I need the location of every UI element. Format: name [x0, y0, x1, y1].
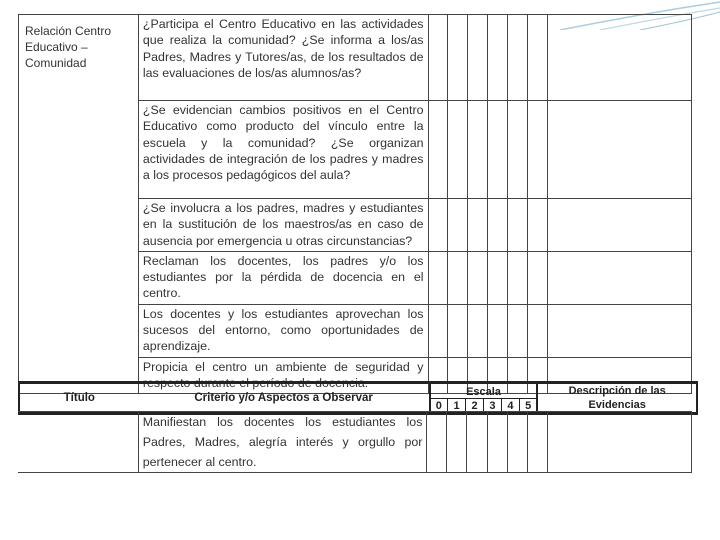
score-cell[interactable]	[528, 101, 548, 199]
score-cell[interactable]	[428, 15, 448, 101]
score-cell[interactable]	[488, 101, 508, 199]
scale-value: 5	[519, 399, 537, 414]
evidence-cell[interactable]	[548, 251, 692, 304]
score-cell[interactable]	[427, 412, 447, 473]
table-row	[18, 412, 692, 473]
score-cell[interactable]	[508, 251, 528, 304]
evidence-cell[interactable]	[548, 15, 692, 101]
score-cell[interactable]	[528, 15, 548, 101]
score-cell[interactable]	[448, 15, 468, 101]
score-cell[interactable]	[508, 15, 528, 101]
scale-value: 2	[466, 399, 484, 414]
criterion-cell: ¿Se evidencian cambios positivos en el Centro Educativo como producto del vínculo entre la escuela y la comunidad? ¿Se organizan actividades de integración de los padres y madres a los procesos pedagógicos del aula?	[138, 101, 428, 199]
score-cell[interactable]	[448, 199, 468, 252]
score-cell[interactable]	[527, 412, 547, 473]
score-cell[interactable]	[488, 199, 508, 252]
score-cell[interactable]	[528, 199, 548, 252]
score-cell[interactable]	[508, 199, 528, 252]
evidence-cell[interactable]	[547, 412, 691, 473]
section-title: Relación Centro Educativo – Comunidad	[19, 15, 139, 394]
score-cell[interactable]	[467, 412, 487, 473]
header-description: Descripción de las Evidencias	[537, 383, 697, 414]
score-cell[interactable]	[468, 304, 488, 357]
score-cell[interactable]	[448, 101, 468, 199]
next-criteria-table	[18, 411, 692, 473]
score-cell[interactable]	[508, 101, 528, 199]
evidence-cell[interactable]	[548, 304, 692, 357]
score-cell[interactable]	[468, 101, 488, 199]
table-row	[19, 15, 692, 101]
evidence-cell[interactable]	[548, 199, 692, 252]
score-cell[interactable]	[528, 304, 548, 357]
score-cell[interactable]	[507, 412, 527, 473]
criterion-cell: Reclaman los docentes, los padres y/o los estudiantes por la pérdida de docencia en el centro.	[138, 251, 428, 304]
score-cell[interactable]	[448, 304, 468, 357]
score-cell[interactable]	[487, 412, 507, 473]
title-cell	[18, 412, 138, 473]
score-cell[interactable]	[448, 251, 468, 304]
scale-value: 1	[448, 399, 466, 414]
criterion-cell: ¿Participa el Centro Educativo en las actividades que realiza la comunidad? ¿Se informa a los/as Padres, Madres y Tutores/as, de los resultados de las evaluaciones de los/as alumnos/as?	[138, 15, 428, 101]
header-title: Título	[19, 383, 139, 414]
criterion-cell: ¿Se involucra a los padres, madres y estudiantes en la sustitución de los maestros/as en caso de ausencia por emergencia u otras circunstancias?	[138, 199, 428, 252]
score-cell[interactable]	[488, 15, 508, 101]
scale-value: 4	[501, 399, 519, 414]
header-criteria: Criterio y/o Aspectos a Observar	[139, 383, 430, 414]
score-cell[interactable]	[468, 251, 488, 304]
score-cell[interactable]	[428, 101, 448, 199]
score-cell[interactable]	[508, 304, 528, 357]
scale-value: 3	[484, 399, 502, 414]
score-cell[interactable]	[468, 199, 488, 252]
evidence-cell[interactable]	[548, 101, 692, 199]
criterion-cell: Los docentes y los estudiantes aprovechan los sucesos del entorno, como oportunidades de aprendizaje.	[138, 304, 428, 357]
criterion-cell: Manifiestan los docentes los estudiantes los Padres, Madres, alegría interés y orgullo por pertenecer al centro.	[138, 412, 427, 473]
score-cell[interactable]	[428, 304, 448, 357]
score-cell[interactable]	[447, 412, 467, 473]
score-cell[interactable]	[528, 251, 548, 304]
criterion-cell: Propicia el centro un ambiente de seguridad y respecto durante el período de docencia.	[138, 357, 428, 394]
score-cell[interactable]	[428, 199, 448, 252]
scale-value: 0	[430, 399, 448, 414]
score-cell[interactable]	[488, 251, 508, 304]
score-cell[interactable]	[428, 251, 448, 304]
header-table	[18, 381, 698, 415]
score-cell[interactable]	[468, 15, 488, 101]
score-cell[interactable]	[488, 304, 508, 357]
criteria-table	[18, 14, 692, 394]
header-scale: Escala	[430, 383, 538, 399]
